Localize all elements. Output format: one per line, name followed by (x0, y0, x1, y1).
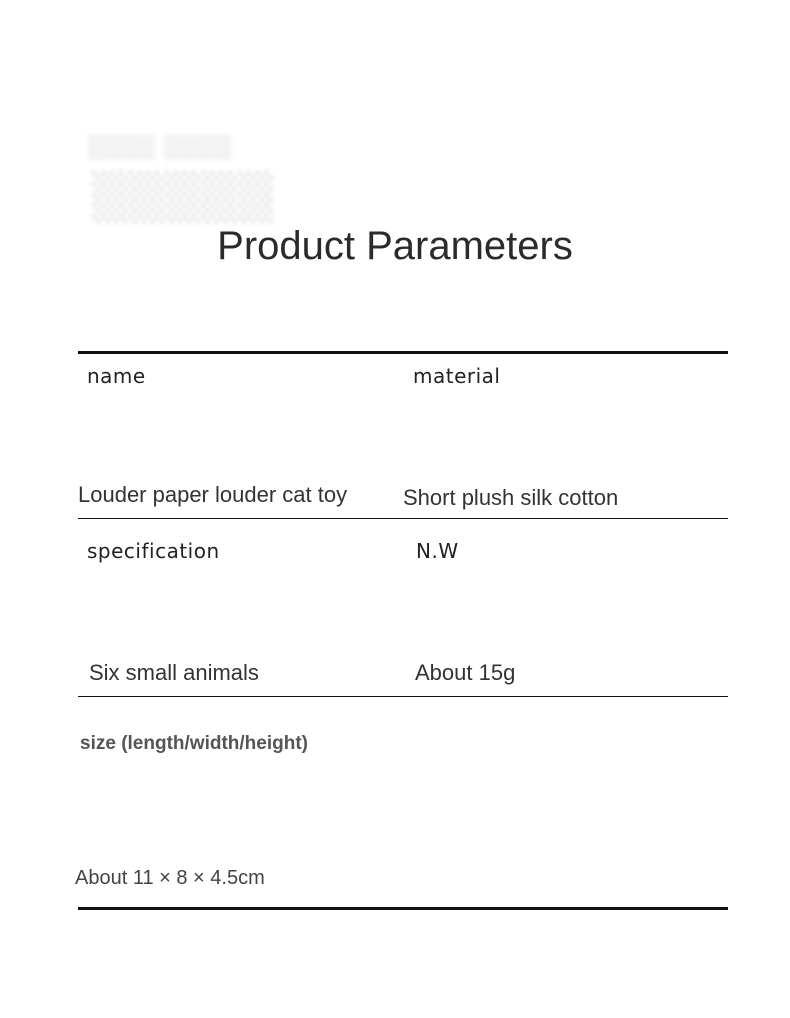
param-value-weight: About 15g (415, 660, 516, 685)
param-label-material: material (413, 364, 501, 388)
param-value-size: About 11 × 8 × 4.5cm (75, 867, 265, 889)
param-label-specification: specification (87, 539, 220, 563)
param-value-name: Louder paper louder cat toy (78, 482, 348, 507)
param-value-specification: Six small animals (89, 660, 259, 685)
param-label-name: name (87, 364, 146, 388)
faded-watermark-large: ▒▒▒▒▒ (92, 170, 274, 224)
table-row-divider (78, 518, 728, 519)
faded-watermark-top: ▒▒▒▒ ▒▒▒▒ (88, 136, 232, 161)
table-bottom-rule (78, 907, 728, 910)
page-title: Product Parameters (217, 224, 573, 268)
param-label-size: size (length/width/height) (80, 733, 308, 754)
table-top-rule (78, 351, 728, 354)
param-label-weight: N.W (416, 539, 459, 563)
param-value-material: Short plush silk cotton (403, 485, 619, 510)
table-row-divider (78, 696, 728, 697)
